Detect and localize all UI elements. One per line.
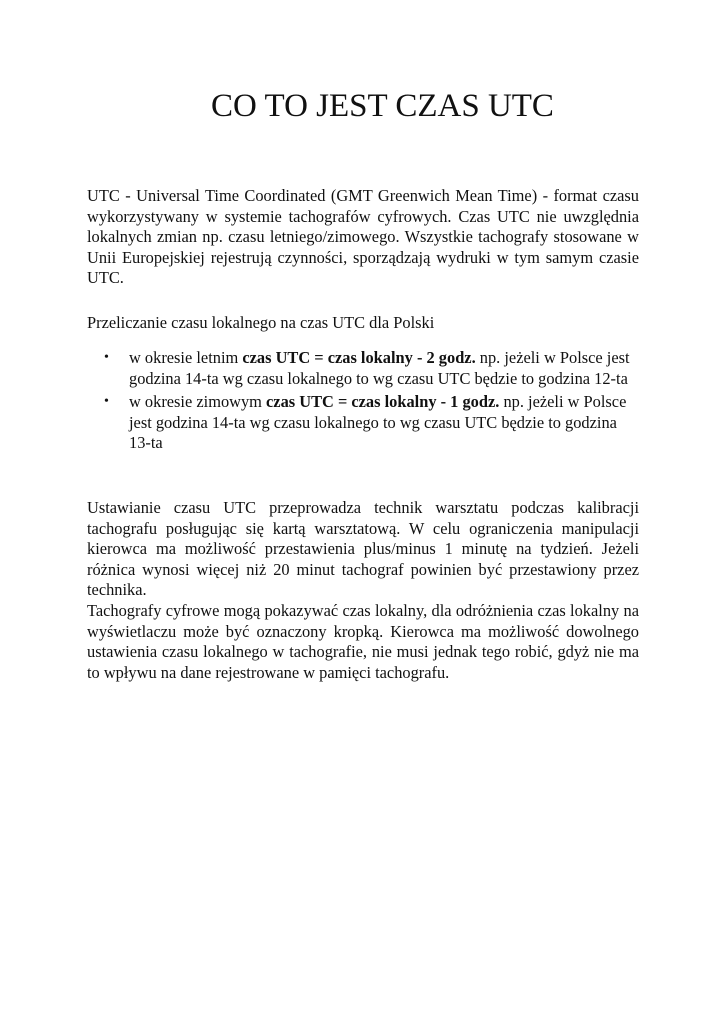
calibration-paragraph: Ustawianie czasu UTC przeprowadza technik warsztatu podczas kalibracji tachografu posługując się kartą warsztatową. W celu ograniczenia manipulacji kierowca ma możliwość przestawienia plus/minus 1 minutę na tydzień. Jeżeli różnica wynosi więcej niż 20 minut tachograf powinien być przestawiony przez technika. — [87, 498, 639, 600]
local-time-paragraph: Tachografy cyfrowe mogą pokazywać czas lokalny, dla odróżnienia czas lokalny na wyświetlaczu może być oznaczony kropką. Kierowca ma możliwość dowolnego ustawienia czasu lokalnego w tachografie, nie musi jednak tego robić, gdyż nie ma to wpływu na dane rejestrowane w pamięci tachografu. — [87, 601, 639, 682]
list-item-example: np. jeżeli w Polsce jest godzina 14-ta wg czasu lokalnego to wg czasu UTC będzie to godzina 12-ta — [129, 348, 630, 388]
list-item-example: np. jeżeli w Polsce jest godzina 14-ta wg czasu lokalnego to wg czasu UTC będzie to godzina 13-ta — [129, 392, 627, 453]
conversion-heading: Przeliczanie czasu lokalnego na czas UTC dla Polski — [87, 313, 435, 332]
intro-paragraph: UTC - Universal Time Coordinated (GMT Greenwich Mean Time) - format czasu wykorzystywany w systemie tachografów cyfrowych. Czas UTC nie uwzględnia lokalnych zmian np. czasu letniego/zimowego. Wszystkie tachografy stosowane w Unii Europejskiej rejestrują czynności, sporządzają wydruki w tym samym czasie UTC. — [87, 186, 639, 288]
list-item-formula: czas UTC = czas lokalny - 1 godz. — [266, 392, 500, 412]
list-item-text: w okresie letnim — [129, 348, 243, 367]
list-item-formula: czas UTC = czas lokalny - 2 godz. — [242, 348, 476, 367]
bullet-icon: • — [104, 394, 109, 410]
list-item-summer — [87, 348, 639, 389]
list-item-winter — [87, 392, 639, 454]
bullet-icon: • — [104, 350, 109, 365]
page-title: CO TO JEST CZAS UTC — [211, 88, 554, 124]
conversion-list — [87, 348, 639, 457]
list-item-text: w okresie zimowym — [129, 392, 267, 412]
